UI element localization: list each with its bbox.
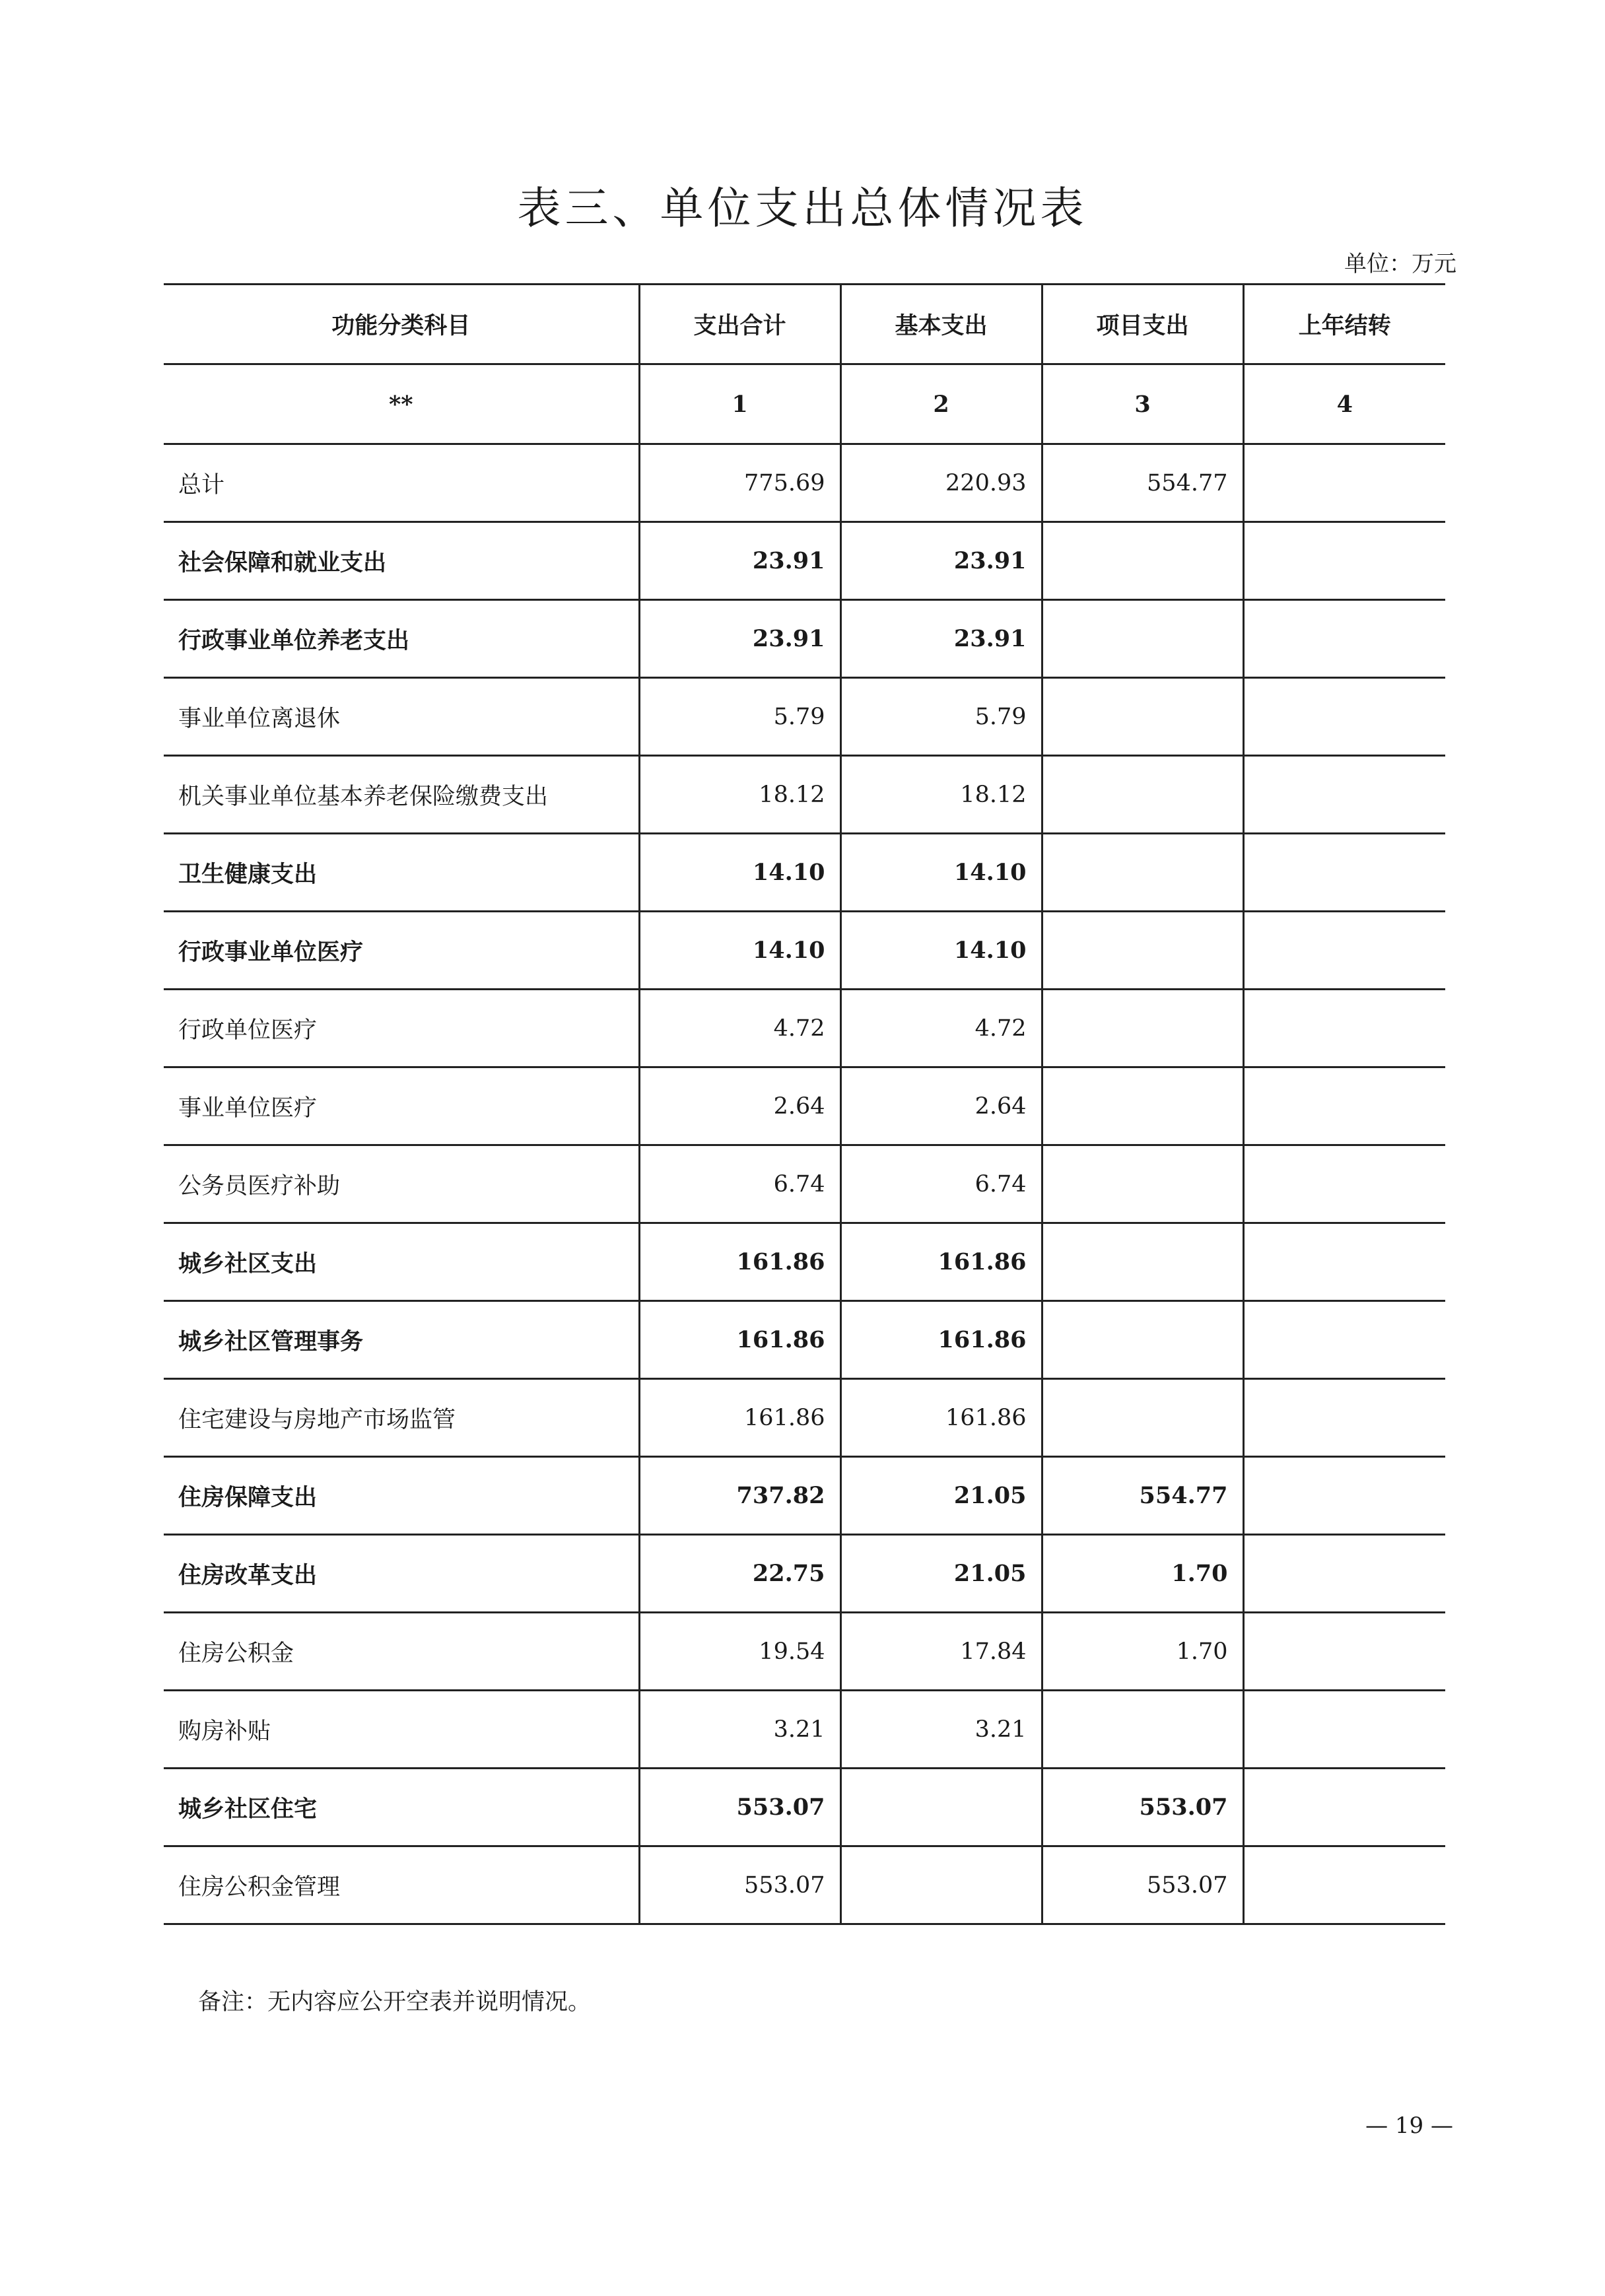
cell-project: 554.77 [1042, 444, 1243, 522]
cell-basic: 5.79 [840, 678, 1042, 756]
cell-basic: 6.74 [840, 1145, 1042, 1223]
cell-carryover [1243, 1691, 1445, 1769]
cell-total: 737.82 [639, 1457, 840, 1535]
cell-carryover [1243, 444, 1445, 522]
cell-name: 住房公积金 [164, 1613, 639, 1691]
cell-total: 161.86 [639, 1223, 840, 1301]
cell-total: 23.91 [639, 522, 840, 600]
cell-name: 行政事业单位医疗 [164, 912, 639, 990]
cell-carryover [1243, 1067, 1445, 1145]
cell-total: 553.07 [639, 1846, 840, 1924]
cell-carryover [1243, 600, 1445, 678]
page-title: 表三、单位支出总体情况表 [517, 183, 1088, 234]
cell-total: 19.54 [639, 1613, 840, 1691]
index-cell: 1 [639, 364, 840, 444]
table-header-row [164, 285, 1445, 364]
cell-project [1042, 912, 1243, 990]
cell-name: 住房改革支出 [164, 1535, 639, 1613]
table-row [164, 444, 1445, 522]
header-total: 支出合计 [639, 285, 840, 364]
cell-basic: 23.91 [840, 600, 1042, 678]
cell-carryover [1243, 1769, 1445, 1846]
cell-name: 公务员医疗补助 [164, 1145, 639, 1223]
cell-carryover [1243, 522, 1445, 600]
cell-carryover [1243, 1457, 1445, 1535]
cell-project: 1.70 [1042, 1535, 1243, 1613]
cell-total: 4.72 [639, 990, 840, 1067]
footnote: 备注：无内容应公开空表并说明情况。 [198, 1989, 592, 2015]
cell-project [1042, 678, 1243, 756]
table-row [164, 756, 1445, 834]
table-row [164, 1846, 1445, 1924]
cell-carryover [1243, 1613, 1445, 1691]
cell-total: 2.64 [639, 1067, 840, 1145]
cell-carryover [1243, 912, 1445, 990]
cell-name: 住房公积金管理 [164, 1846, 639, 1924]
cell-total: 14.10 [639, 834, 840, 912]
cell-basic: 161.86 [840, 1223, 1042, 1301]
cell-project [1042, 522, 1243, 600]
table-row [164, 522, 1445, 600]
cell-project [1042, 600, 1243, 678]
cell-total: 6.74 [639, 1145, 840, 1223]
index-row [164, 364, 1445, 444]
cell-basic [840, 1846, 1042, 1924]
cell-basic: 2.64 [840, 1067, 1042, 1145]
table-row [164, 990, 1445, 1067]
cell-carryover [1243, 1846, 1445, 1924]
cell-carryover [1243, 1379, 1445, 1457]
cell-basic: 14.10 [840, 834, 1042, 912]
cell-basic [840, 1769, 1042, 1846]
cell-carryover [1243, 990, 1445, 1067]
header-project: 项目支出 [1042, 285, 1243, 364]
cell-project: 1.70 [1042, 1613, 1243, 1691]
table-row [164, 1301, 1445, 1379]
cell-basic: 17.84 [840, 1613, 1042, 1691]
table-row [164, 1613, 1445, 1691]
unit-label: 单位：万元 [1344, 251, 1456, 277]
table-row [164, 678, 1445, 756]
cell-total: 3.21 [639, 1691, 840, 1769]
cell-basic: 21.05 [840, 1535, 1042, 1613]
table-row [164, 1379, 1445, 1457]
cell-project [1042, 756, 1243, 834]
header-carryover: 上年结转 [1243, 285, 1445, 364]
cell-project [1042, 834, 1243, 912]
index-cell: 2 [840, 364, 1042, 444]
table-row [164, 1457, 1445, 1535]
cell-name: 卫生健康支出 [164, 834, 639, 912]
cell-name: 行政事业单位养老支出 [164, 600, 639, 678]
cell-carryover [1243, 834, 1445, 912]
page-number: — 19 — [1365, 2112, 1453, 2139]
cell-project [1042, 1691, 1243, 1769]
cell-total: 161.86 [639, 1301, 840, 1379]
table-row [164, 1223, 1445, 1301]
cell-basic: 14.10 [840, 912, 1042, 990]
cell-total: 18.12 [639, 756, 840, 834]
expenditure-table [164, 283, 1445, 1925]
table-row [164, 1691, 1445, 1769]
cell-name: 机关事业单位基本养老保险缴费支出 [164, 756, 639, 834]
cell-project [1042, 1145, 1243, 1223]
header-function-category: 功能分类科目 [164, 285, 639, 364]
cell-total: 22.75 [639, 1535, 840, 1613]
cell-total: 14.10 [639, 912, 840, 990]
cell-name: 住宅建设与房地产市场监管 [164, 1379, 639, 1457]
cell-name: 城乡社区管理事务 [164, 1301, 639, 1379]
cell-basic: 161.86 [840, 1301, 1042, 1379]
cell-name: 事业单位医疗 [164, 1067, 639, 1145]
header-basic: 基本支出 [840, 285, 1042, 364]
cell-basic: 3.21 [840, 1691, 1042, 1769]
table-row [164, 1769, 1445, 1846]
cell-name: 城乡社区住宅 [164, 1769, 639, 1846]
cell-carryover [1243, 756, 1445, 834]
index-cell: 4 [1243, 364, 1445, 444]
cell-carryover [1243, 678, 1445, 756]
index-cell: 3 [1042, 364, 1243, 444]
cell-project [1042, 1223, 1243, 1301]
cell-basic: 23.91 [840, 522, 1042, 600]
table-row [164, 600, 1445, 678]
cell-project [1042, 1379, 1243, 1457]
cell-name: 购房补贴 [164, 1691, 639, 1769]
cell-carryover [1243, 1145, 1445, 1223]
cell-total: 23.91 [639, 600, 840, 678]
index-cell: ** [164, 364, 639, 444]
cell-basic: 18.12 [840, 756, 1042, 834]
cell-project [1042, 990, 1243, 1067]
cell-project: 553.07 [1042, 1846, 1243, 1924]
cell-total: 775.69 [639, 444, 840, 522]
cell-basic: 4.72 [840, 990, 1042, 1067]
cell-name: 社会保障和就业支出 [164, 522, 639, 600]
cell-project [1042, 1067, 1243, 1145]
cell-carryover [1243, 1535, 1445, 1613]
cell-basic: 220.93 [840, 444, 1042, 522]
cell-carryover [1243, 1301, 1445, 1379]
table-row [164, 912, 1445, 990]
table-row [164, 1535, 1445, 1613]
cell-basic: 161.86 [840, 1379, 1042, 1457]
cell-total: 161.86 [639, 1379, 840, 1457]
cell-basic: 21.05 [840, 1457, 1042, 1535]
table-row [164, 834, 1445, 912]
cell-total: 553.07 [639, 1769, 840, 1846]
cell-total: 5.79 [639, 678, 840, 756]
cell-carryover [1243, 1223, 1445, 1301]
cell-name: 总计 [164, 444, 639, 522]
cell-name: 行政单位医疗 [164, 990, 639, 1067]
cell-name: 事业单位离退休 [164, 678, 639, 756]
table-row [164, 1067, 1445, 1145]
table-row [164, 1145, 1445, 1223]
cell-project [1042, 1301, 1243, 1379]
cell-project: 554.77 [1042, 1457, 1243, 1535]
cell-project: 553.07 [1042, 1769, 1243, 1846]
cell-name: 城乡社区支出 [164, 1223, 639, 1301]
cell-name: 住房保障支出 [164, 1457, 639, 1535]
